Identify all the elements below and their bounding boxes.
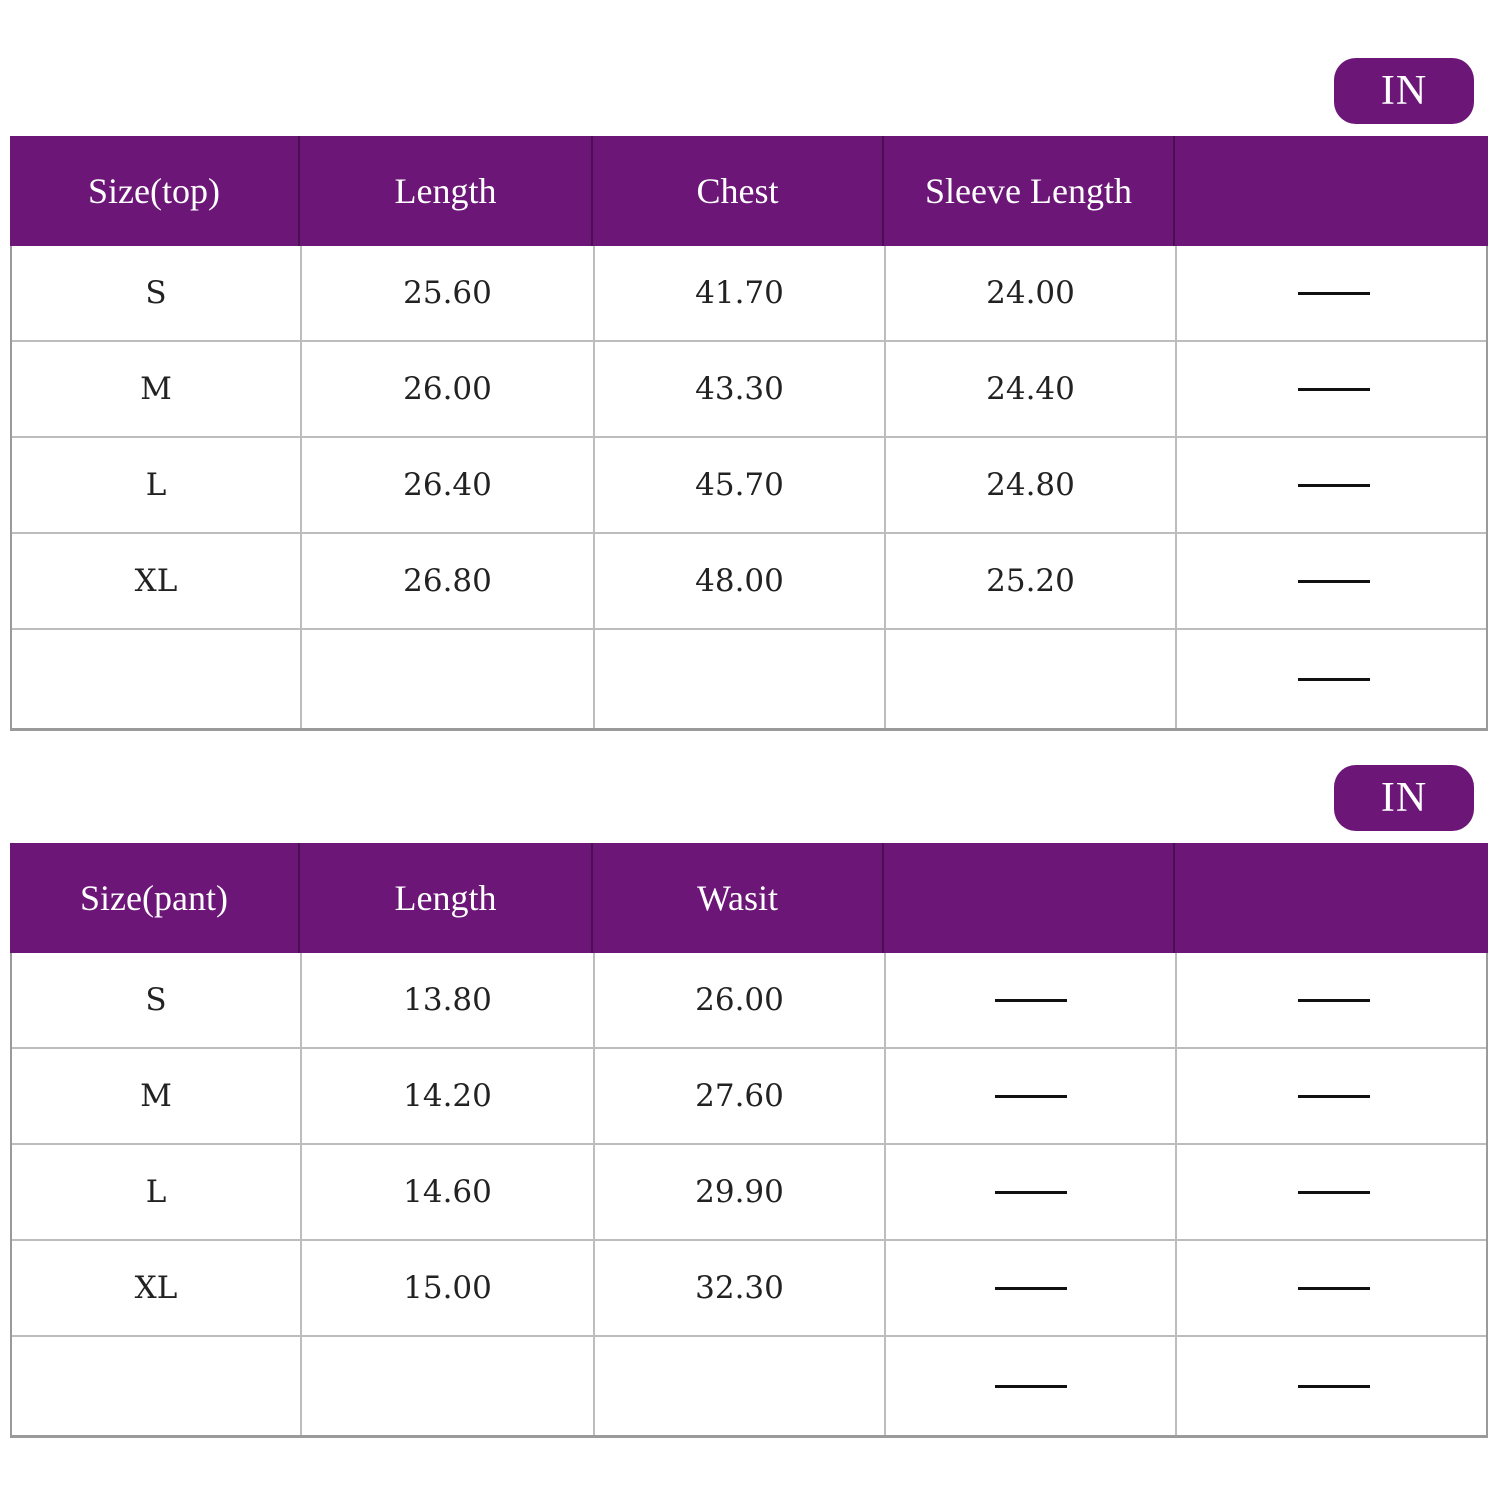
measurement-cell bbox=[886, 953, 1177, 1047]
table-row bbox=[12, 1337, 1486, 1438]
measurement-cell bbox=[1177, 246, 1490, 340]
measurement-cell bbox=[886, 1241, 1177, 1335]
header-sleeve-length: Sleeve Length bbox=[884, 136, 1175, 246]
dash-mark bbox=[995, 1287, 1067, 1290]
measurement-cell bbox=[1177, 438, 1490, 532]
table-row bbox=[12, 1049, 1486, 1145]
measurement-cell: 24.40 bbox=[886, 342, 1177, 436]
measurement-cell: 45.70 bbox=[595, 438, 886, 532]
header-waist: Wasit bbox=[593, 843, 884, 953]
measurement-cell bbox=[1177, 953, 1490, 1047]
dash-mark bbox=[1298, 1385, 1370, 1388]
size-cell: L bbox=[12, 1145, 302, 1239]
size-cell: S bbox=[12, 246, 302, 340]
size-cell: M bbox=[12, 342, 302, 436]
unit-badge-top: IN bbox=[1334, 58, 1474, 124]
measurement-cell bbox=[302, 1337, 595, 1435]
dash-mark bbox=[995, 1095, 1067, 1098]
measurement-cell bbox=[886, 1049, 1177, 1143]
measurement-cell bbox=[1177, 1337, 1490, 1435]
table-row bbox=[12, 630, 1486, 731]
measurement-cell: 27.60 bbox=[595, 1049, 886, 1143]
dash-mark bbox=[1298, 678, 1370, 681]
measurement-cell bbox=[886, 1337, 1177, 1435]
unit-badge-bottom: IN bbox=[1334, 765, 1474, 831]
dash-mark bbox=[1298, 999, 1370, 1002]
bottom-size-table bbox=[10, 843, 1488, 1438]
header-size-top: Size(top) bbox=[10, 136, 300, 246]
header-size-pant: Size(pant) bbox=[10, 843, 300, 953]
dash-mark bbox=[995, 1385, 1067, 1388]
measurement-cell: 24.80 bbox=[886, 438, 1177, 532]
size-cell: L bbox=[12, 438, 302, 532]
table-row bbox=[12, 342, 1486, 438]
dash-mark bbox=[1298, 1095, 1370, 1098]
table-body bbox=[10, 953, 1488, 1438]
dash-mark bbox=[995, 1191, 1067, 1194]
dash-mark bbox=[995, 999, 1067, 1002]
measurement-cell: 14.60 bbox=[302, 1145, 595, 1239]
measurement-cell: 14.20 bbox=[302, 1049, 595, 1143]
table-row bbox=[12, 534, 1486, 630]
measurement-cell: 48.00 bbox=[595, 534, 886, 628]
dash-mark bbox=[1298, 1191, 1370, 1194]
measurement-cell bbox=[595, 1337, 886, 1435]
table-row bbox=[12, 246, 1486, 342]
dash-mark bbox=[1298, 580, 1370, 583]
header-chest: Chest bbox=[593, 136, 884, 246]
size-cell bbox=[12, 630, 302, 728]
size-cell: M bbox=[12, 1049, 302, 1143]
header-length: Length bbox=[300, 843, 593, 953]
top-size-table bbox=[10, 136, 1488, 731]
dash-mark bbox=[1298, 1287, 1370, 1290]
measurement-cell bbox=[1177, 534, 1490, 628]
measurement-cell: 26.00 bbox=[595, 953, 886, 1047]
dash-mark bbox=[1298, 388, 1370, 391]
measurement-cell: 26.80 bbox=[302, 534, 595, 628]
measurement-cell: 26.40 bbox=[302, 438, 595, 532]
measurement-cell: 13.80 bbox=[302, 953, 595, 1047]
table-header-row bbox=[10, 843, 1488, 953]
dash-mark bbox=[1298, 484, 1370, 487]
measurement-cell bbox=[302, 630, 595, 728]
size-cell: S bbox=[12, 953, 302, 1047]
size-cell: XL bbox=[12, 1241, 302, 1335]
table-header-row bbox=[10, 136, 1488, 246]
measurement-cell bbox=[1177, 1145, 1490, 1239]
measurement-cell: 32.30 bbox=[595, 1241, 886, 1335]
measurement-cell: 43.30 bbox=[595, 342, 886, 436]
size-cell bbox=[12, 1337, 302, 1435]
measurement-cell bbox=[595, 630, 886, 728]
header-empty bbox=[1175, 136, 1488, 246]
measurement-cell bbox=[1177, 630, 1490, 728]
header-empty bbox=[1175, 843, 1488, 953]
measurement-cell: 26.00 bbox=[302, 342, 595, 436]
dash-mark bbox=[1298, 292, 1370, 295]
table-row bbox=[12, 953, 1486, 1049]
measurement-cell: 29.90 bbox=[595, 1145, 886, 1239]
measurement-cell: 24.00 bbox=[886, 246, 1177, 340]
measurement-cell bbox=[1177, 1241, 1490, 1335]
measurement-cell bbox=[1177, 342, 1490, 436]
table-row bbox=[12, 1241, 1486, 1337]
header-length: Length bbox=[300, 136, 593, 246]
table-row bbox=[12, 438, 1486, 534]
table-row bbox=[12, 1145, 1486, 1241]
measurement-cell: 15.00 bbox=[302, 1241, 595, 1335]
measurement-cell: 25.20 bbox=[886, 534, 1177, 628]
measurement-cell: 41.70 bbox=[595, 246, 886, 340]
measurement-cell bbox=[1177, 1049, 1490, 1143]
table-body bbox=[10, 246, 1488, 731]
size-cell: XL bbox=[12, 534, 302, 628]
measurement-cell: 25.60 bbox=[302, 246, 595, 340]
header-empty bbox=[884, 843, 1175, 953]
measurement-cell bbox=[886, 630, 1177, 728]
measurement-cell bbox=[886, 1145, 1177, 1239]
